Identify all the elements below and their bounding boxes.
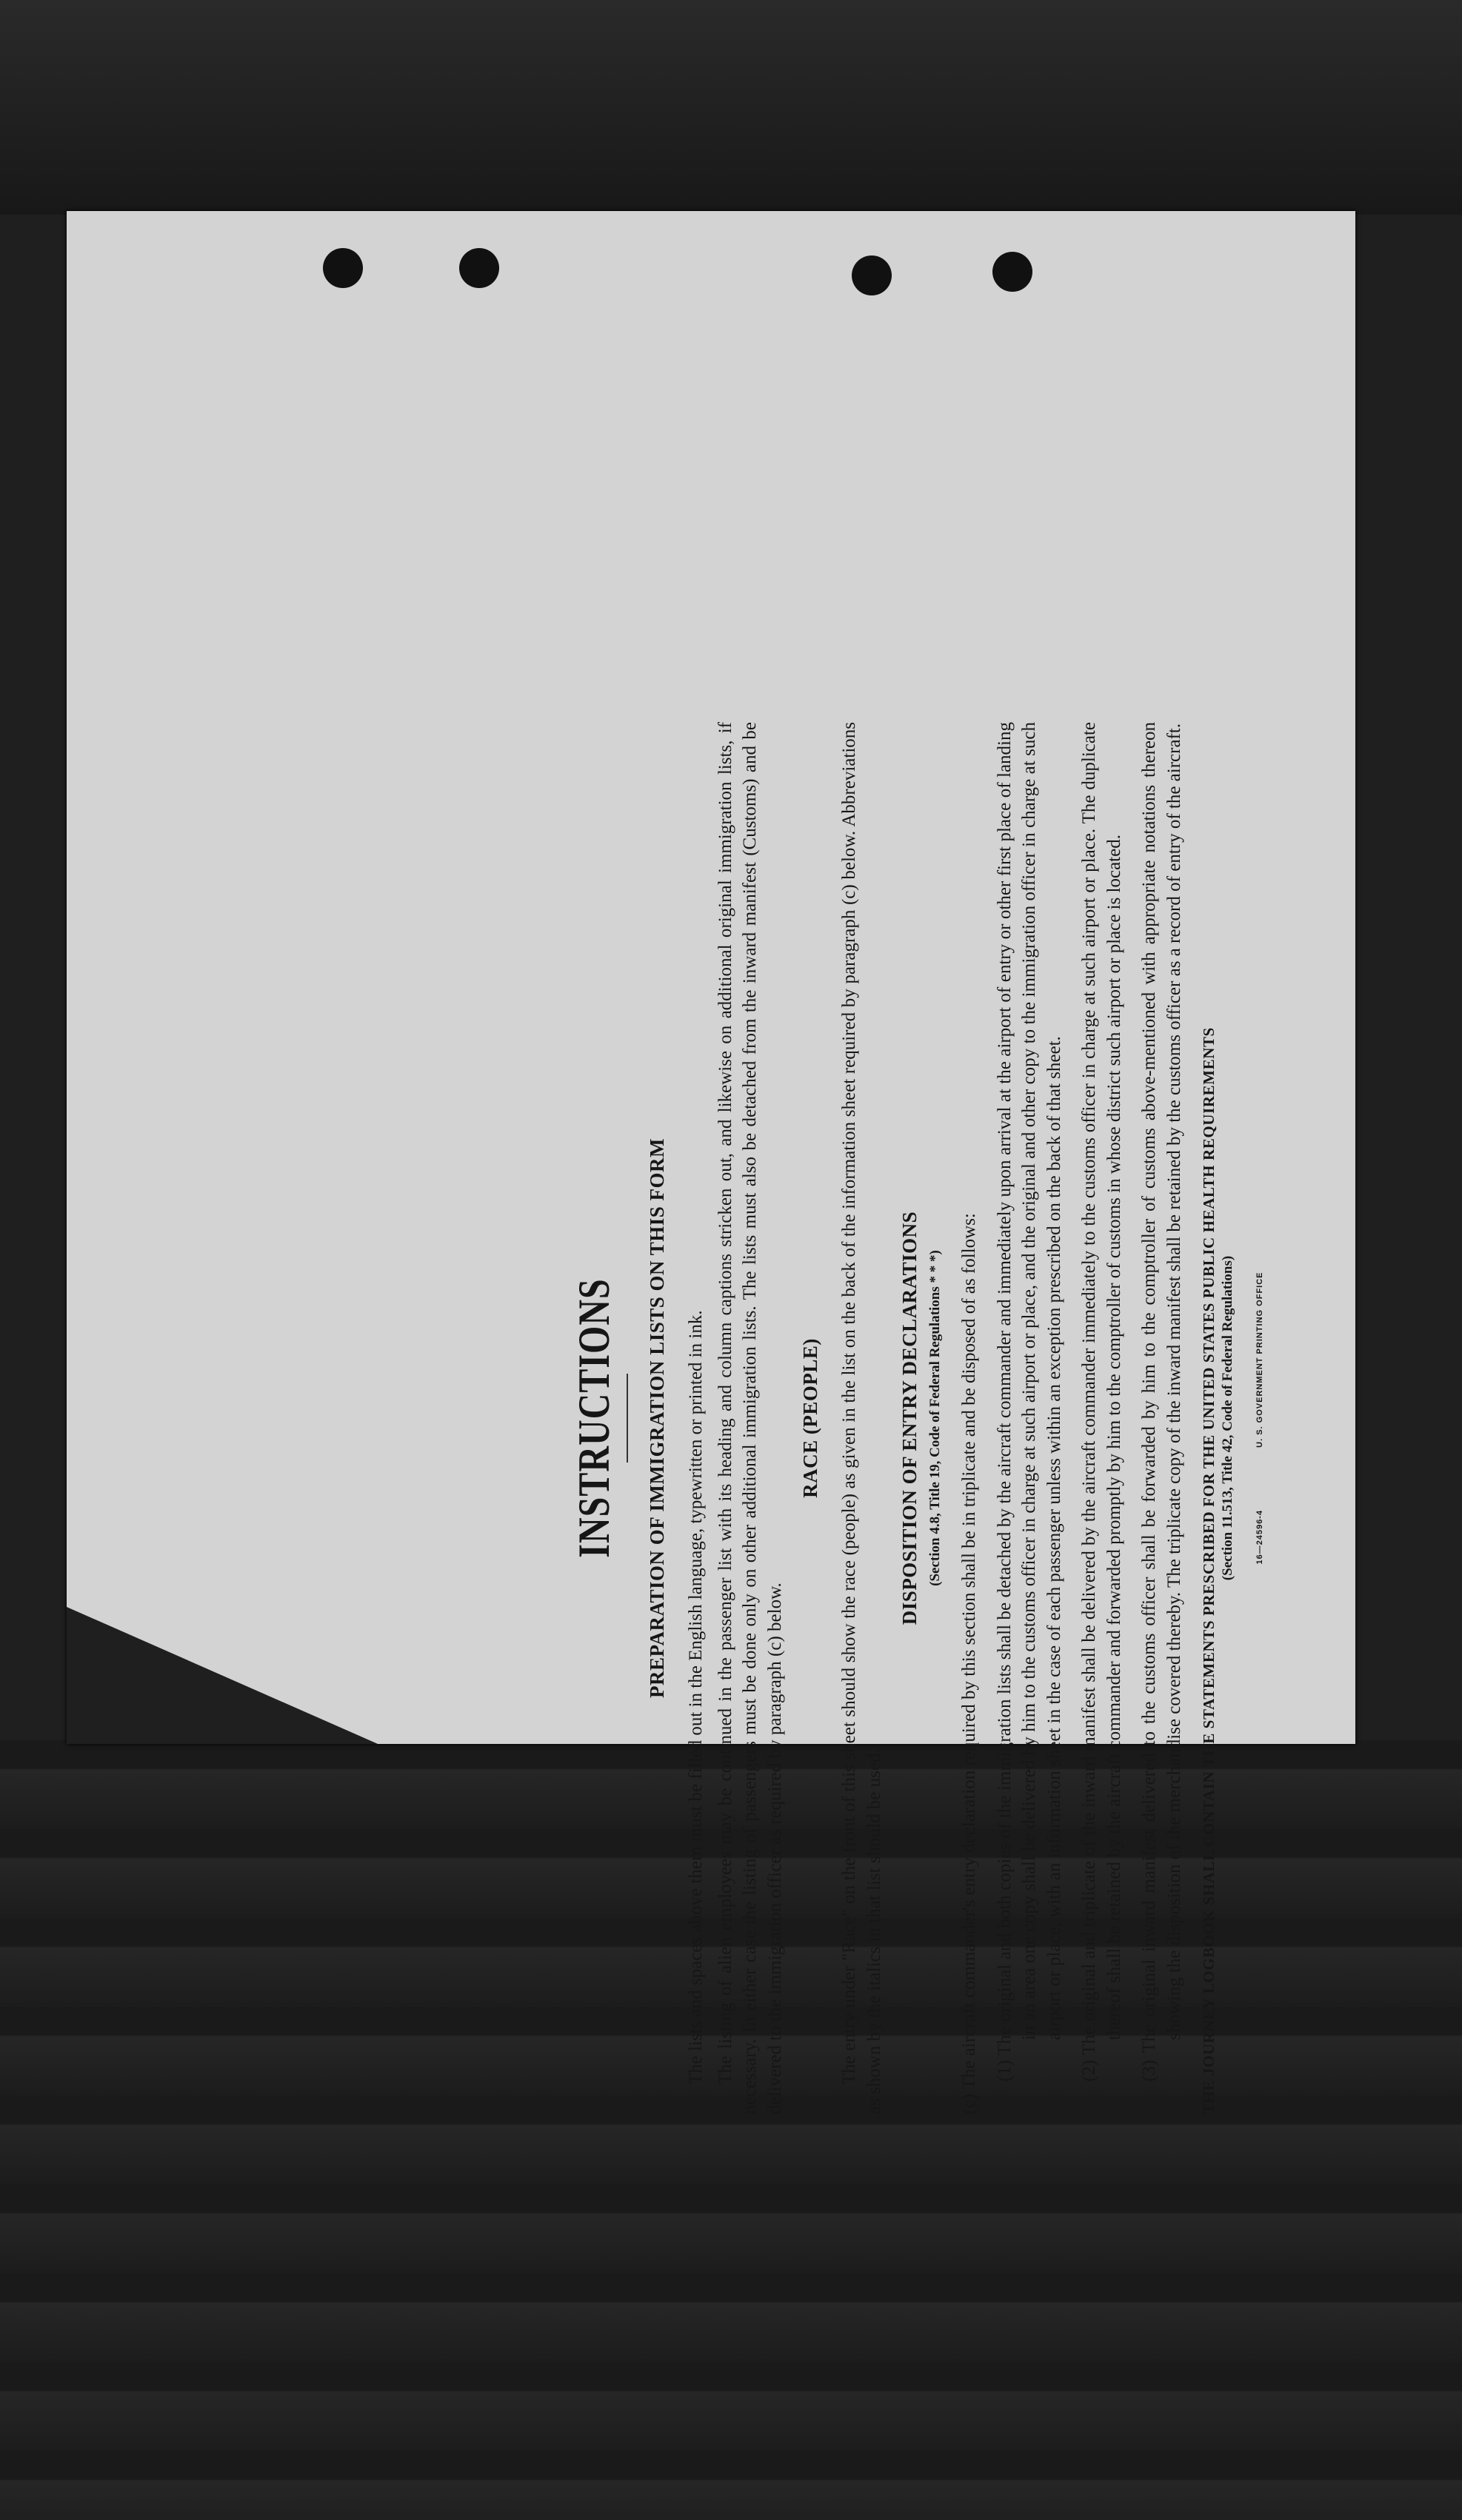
punch-hole <box>459 248 499 288</box>
paragraph: The listing of alien employees may be continued in the passenger list with its heading and column captions stricken out, and likewise on additional original immigration lists, if necessary. In either case the listing of passengers must be done only on other additional immigration lists. The lists must also be detached from the inward manifest (Customs) and be delivered to the immigration officer as required by paragraph (c) below. <box>715 722 785 2114</box>
punch-hole <box>323 248 363 288</box>
page-title: INSTRUCTIONS <box>570 1278 619 1558</box>
footer <box>1255 722 1264 2114</box>
section-citation: (Section 4.8, Title 19, Code of Federal Regulations * * *) <box>927 1250 943 1586</box>
closing-statement: THE JOURNEY LOGBOOK SHALL CONTAIN THE STATEMENTS PRESCRIBED FOR THE UNITED STATES PUBLIC HEALTH REQUIREMENTS <box>1200 1027 1218 2114</box>
paragraph: The entry under "Race" on the front of this sheet should show the race (people) as given in the list on the back of the information sheet required by paragraph (c) below. Abbreviations as shown by the italics in that list should be used. <box>839 722 884 2114</box>
section-heading-preparation: PREPARATION OF IMMIGRATION LISTS ON THIS FORM <box>646 1137 668 1699</box>
printer-imprint: U. S. GOVERNMENT PRINTING OFFICE <box>1255 1271 1264 1448</box>
punch-hole <box>852 255 892 295</box>
title-underline <box>627 1374 628 1463</box>
paragraph: (c) The aircraft commander's entry declaration required by this section shall be in triplicate and be disposed of as follows: <box>959 1213 979 2114</box>
list-item: (2) The original and triplicate of the inward manifest shall be delivered by the aircraft commander immediately to the customs officer in charge at such airport or place. The duplicate thereof shall be retained by the aircraft commander and forwarded promptly by him to the comptroller of customs in whose district such airport or place is located. <box>1079 722 1124 2082</box>
film-background-top <box>0 0 1462 215</box>
list-item: (1) The original and both copies of the immigration lists shall be detached by the aircraft commander and immediately upon arrival at the airport of entry or other first place of landing in an area one copy shall be delivered by him to the customs officer in charge at such airport or place, and the original and other copy to the immigration officer in charge at such airport or place, with an information sheet in the case of each passenger unless within an exception prescribed on the back of that sheet. <box>994 722 1064 2082</box>
closing-citation: (Section 11.513, Title 42, Code of Federal Regulations) <box>1220 1255 1235 1581</box>
paragraph: The lists and spaces above them must be filled out in the English language, typewritten or printed in ink. <box>686 1310 706 2085</box>
section-heading-disposition: DISPOSITION OF ENTRY DECLARATIONS <box>898 1211 921 1625</box>
list-item: (3) The original inward manifest delivered to the customs officer shall be forwarded by him to the comptroller of customs above-mentioned with appropriate notations thereon showing the disposition of the merchandise covered thereby. The triplicate copy of the inward manifest shall be retained by the customs officer as a record of entry of the aircraft. <box>1139 722 1184 2082</box>
section-heading-race: RACE (PEOPLE) <box>799 1338 821 1498</box>
rotated-text-block <box>552 670 1433 2166</box>
form-number: 16—24596-4 <box>1255 1509 1264 1565</box>
punch-hole <box>992 252 1032 292</box>
folded-corner <box>67 1607 378 1744</box>
